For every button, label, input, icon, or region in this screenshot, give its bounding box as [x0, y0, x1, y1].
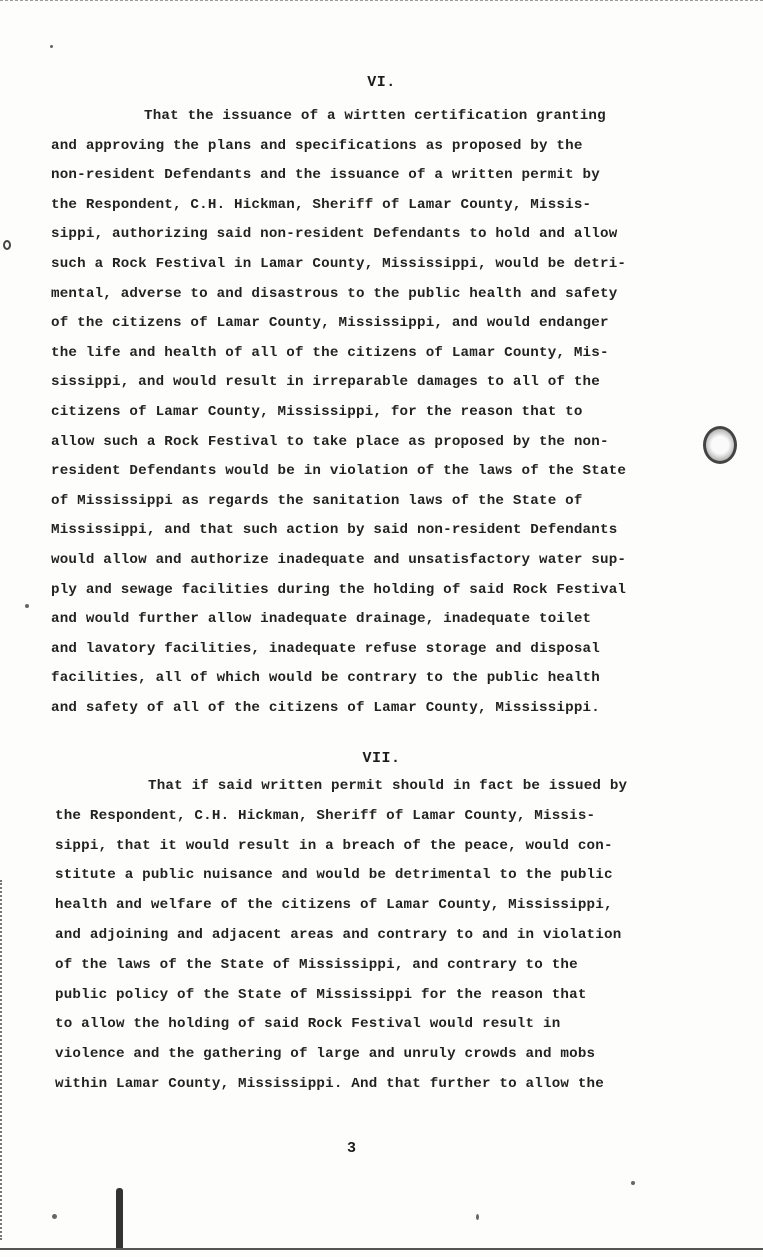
- punch-mark-icon: [3, 240, 11, 250]
- section-heading-vi: VI.: [367, 74, 396, 91]
- page-number: 3: [346, 1140, 356, 1157]
- scan-speck: [476, 1214, 479, 1220]
- text-line: and would further allow inadequate drainage, inadequate toilet: [51, 611, 592, 628]
- binding-edge: [0, 880, 6, 1240]
- text-line: mental, adverse to and disastrous to the public health and safety: [51, 285, 618, 302]
- text-line: within Lamar County, Mississippi. And that further to allow the: [55, 1076, 604, 1092]
- text-line: violence and the gathering of large and unruly crowds and mobs: [55, 1046, 596, 1063]
- text-line: sissippi, and would result in irreparable damages to all of the: [51, 374, 600, 391]
- text-line: and adjoining and adjacent areas and contrary to and in violation: [55, 927, 622, 943]
- text-line: and lavatory facilities, inadequate refuse storage and disposal: [51, 640, 600, 657]
- text-line: citizens of Lamar County, Mississippi, for the reason that to: [51, 404, 583, 420]
- text-line: of the citizens of Lamar County, Mississippi, and would endanger: [51, 315, 609, 332]
- text-line: sippi, authorizing said non-resident Defendants to hold and allow: [51, 226, 618, 243]
- text-line: and safety of all of the citizens of Lamar County, Mississippi.: [51, 700, 600, 716]
- punch-hole-icon: [703, 426, 737, 464]
- text-line: That if said written permit should in fact be issued by: [148, 778, 628, 794]
- text-line: of Mississippi as regards the sanitation laws of the State of: [51, 492, 583, 509]
- text-line: stitute a public nuisance and would be detrimental to the public: [55, 867, 613, 884]
- text-line: health and welfare of the citizens of Lamar County, Mississippi,: [55, 897, 613, 914]
- text-line: resident Defendants would be in violation of the laws of the State: [51, 463, 627, 480]
- text-line: facilities, all of which would be contrary to the public health: [51, 670, 600, 687]
- text-line: ply and sewage facilities during the holding of said Rock Festival: [51, 581, 627, 598]
- page-top-border: [0, 0, 763, 2]
- scan-speck: [50, 45, 53, 48]
- binding-clip-icon: [116, 1188, 123, 1250]
- text-line: sippi, that it would result in a breach of the peace, would con-: [55, 837, 613, 854]
- text-line: public policy of the State of Mississippi for the reason that: [55, 986, 587, 1003]
- text-line: That the issuance of a wirtten certification granting: [144, 108, 606, 124]
- text-line: non-resident Defendants and the issuance of a written permit by: [51, 167, 600, 184]
- text-line: such a Rock Festival in Lamar County, Mississippi, would be detri-: [51, 256, 627, 272]
- scan-speck: [52, 1214, 57, 1219]
- text-line: would allow and authorize inadequate and unsatisfactory water sup-: [51, 552, 627, 568]
- text-line: the Respondent, C.H. Hickman, Sheriff of Lamar County, Missis-: [55, 807, 596, 824]
- text-line: Mississippi, and that such action by said non-resident Defendants: [51, 522, 618, 539]
- text-line: allow such a Rock Festival to take place as proposed by the non-: [51, 433, 609, 450]
- bottom-rule: [0, 1248, 763, 1250]
- scan-speck: [25, 604, 29, 608]
- text-line: and approving the plans and specifications as proposed by the: [51, 137, 583, 154]
- text-line: the Respondent, C.H. Hickman, Sheriff of Lamar County, Missis-: [51, 196, 592, 213]
- scan-speck: [631, 1181, 635, 1185]
- text-line: to allow the holding of said Rock Festival would result in: [55, 1016, 561, 1033]
- text-line: the life and health of all of the citizens of Lamar County, Mis-: [51, 344, 609, 361]
- text-line: of the laws of the State of Mississippi, and contrary to the: [55, 956, 578, 973]
- section-heading-vii: VII.: [362, 750, 401, 767]
